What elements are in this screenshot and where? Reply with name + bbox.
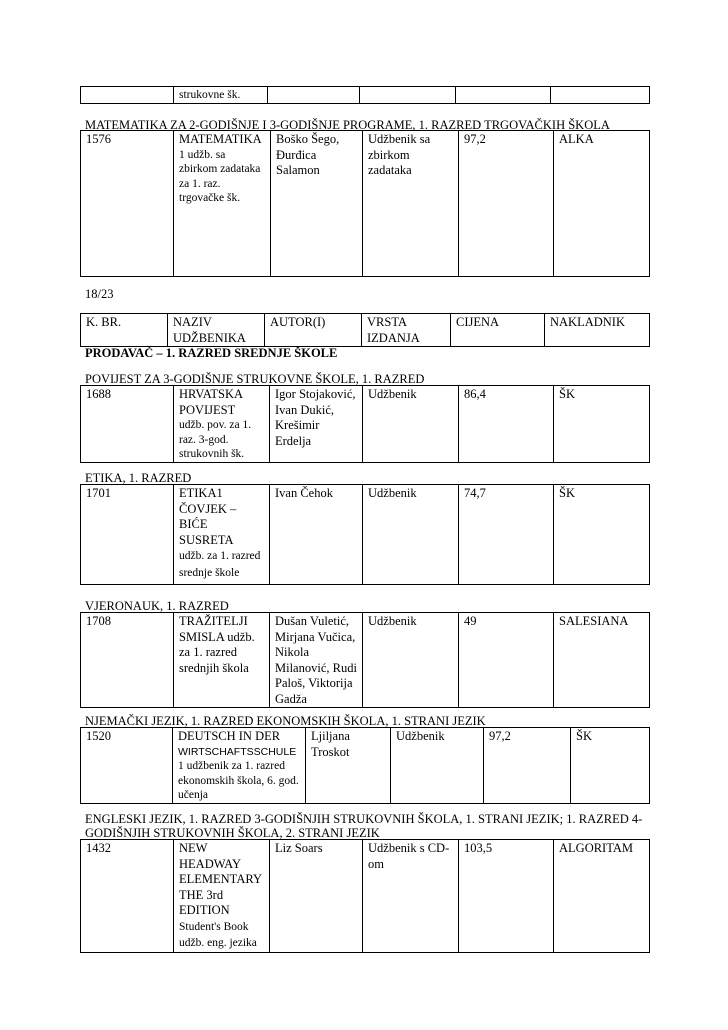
section-heading-povijest: POVIJEST ZA 3-GODIŠNJE STRUKOVNE ŠKOLE, 1. RAZRED — [85, 372, 425, 386]
table-cell-author: Igor Stojaković, Ivan Dukić, Krešimir Erdelja — [270, 386, 363, 463]
header-cell-title: NAZIV UDŽBENIKA — [168, 314, 265, 347]
section-heading-vjeronauk: VJERONAUK, 1. RAZRED — [85, 599, 229, 613]
table-cell-code: 1708 — [81, 613, 174, 708]
header-cell-price: CIJENA — [451, 314, 545, 347]
table-row — [81, 131, 650, 277]
table-header — [80, 313, 650, 347]
table-cell-type: Udžbenik — [363, 485, 459, 585]
table-cell-price: 97,2 — [459, 131, 554, 277]
section-heading-njemacki: NJEMAČKI JEZIK, 1. RAZRED EKONOMSKIH ŠKOLA, 1. STRANI JEZIK — [85, 714, 486, 728]
table-cell-author: Ljiljana Troskot — [306, 728, 391, 804]
table-matematika — [80, 130, 650, 277]
table-row — [81, 485, 650, 585]
table-row — [81, 840, 650, 953]
table-cell-type: Udžbenik s CD-om — [363, 840, 459, 953]
table-cell — [360, 87, 456, 104]
table-cell-publisher: ŠK — [554, 485, 650, 585]
table-cell-type: Udžbenik sa zbirkom zadataka — [363, 131, 459, 277]
table-row — [81, 314, 650, 347]
table-cell — [268, 87, 360, 104]
header-cell-type: VRSTA IZDANJA — [362, 314, 451, 347]
table-cell-type: Udžbenik — [363, 613, 459, 708]
header-cell-publisher: NAKLADNIK — [545, 314, 650, 347]
table-njemacki — [80, 727, 650, 804]
table-cell-code: 1576 — [81, 131, 174, 277]
table-cell-price: 74,7 — [459, 485, 554, 585]
table-povijest — [80, 385, 650, 463]
table-cell-price: 49 — [459, 613, 554, 708]
table-cell-price: 97,2 — [484, 728, 571, 804]
table-cell-publisher: SALESIANA — [554, 613, 650, 708]
table-cell-price: 103,5 — [459, 840, 554, 953]
section-heading-etika: ETIKA, 1. RAZRED — [85, 471, 192, 485]
table-cell-type: Udžbenik — [391, 728, 484, 804]
table-cell-title: MATEMATIKA 1 udžb. sa zbirkom zadataka za 1. raz. trgovačke šk. — [174, 131, 271, 277]
table-row — [81, 386, 650, 463]
table-cell-type: Udžbenik — [363, 386, 459, 463]
header-cell-code: K. BR. — [81, 314, 168, 347]
section-heading-matematika: MATEMATIKA ZA 2-GODIŠNJE I 3-GODIŠNJE PROGRAME, 1. RAZRED TRGOVAČKIH ŠKOLA — [85, 118, 610, 132]
table-cell-author: Liz Soars — [270, 840, 363, 953]
table-cell-publisher: ALKA — [554, 131, 650, 277]
table-cell — [456, 87, 551, 104]
table-cell — [81, 87, 174, 104]
section-heading-engleski: ENGLESKI JEZIK, 1. RAZRED 3-GODIŠNJIH STRUKOVNIH ŠKOLA, 1. STRANI JEZIK; 1. RAZRED 4-GODIŠNJIH STRUKOVNIH ŠKOLA, 2. STRANI JEZIK — [85, 812, 643, 840]
table-cell-publisher: ŠK — [571, 728, 650, 804]
table-etika — [80, 484, 650, 585]
table-cell-author: Dušan Vuletić, Mirjana Vučica, Nikola Milanović, Rudi Paloš, Viktorija Gadža — [270, 613, 363, 708]
table-cell-author: Ivan Čehok — [270, 485, 363, 585]
table-cell-title: DEUTSCH IN DER WIRTSCHAFTSSCHULE 1 udžbenik za 1. razred ekonomskih škola, 6. god. učenja — [173, 728, 306, 804]
table-cell-title: HRVATSKA POVIJEST udžb. pov. za 1. raz. 3-god. strukovnih šk. — [174, 386, 270, 463]
table-cell-author: Boško Šego, Đurđica Salamon — [271, 131, 363, 277]
table-cell-price: 86,4 — [459, 386, 554, 463]
table-cell-code: 1701 — [81, 485, 174, 585]
table-cell-title: ETIKA1 ČOVJEK – BIĆE SUSRETA udžb. za 1. razred srednje škole — [174, 485, 270, 585]
table-cell: strukovne šk. — [174, 87, 268, 104]
table-cell — [551, 87, 650, 104]
table-top-fragment — [80, 86, 650, 104]
table-cell-title: NEW HEADWAY ELEMENTARY THE 3rd EDITION Student's Book udžb. eng. jezika — [174, 840, 270, 953]
table-cell-code: 1688 — [81, 386, 174, 463]
table-cell-code: 1520 — [81, 728, 173, 804]
table-row — [81, 728, 650, 804]
table-cell-title: TRAŽITELJI SMISLA udžb. za 1. razred srednjih škola — [174, 613, 270, 708]
table-row — [81, 613, 650, 708]
header-cell-author: AUTOR(I) — [265, 314, 362, 347]
table-cell-publisher: ŠK — [554, 386, 650, 463]
table-vjeronauk — [80, 612, 650, 708]
page-number: 18/23 — [85, 287, 114, 301]
subsection-title: PRODAVAČ – 1. RAZRED SREDNJE ŠKOLE — [85, 346, 338, 360]
table-engleski — [80, 839, 650, 953]
table-row — [81, 87, 650, 104]
table-cell-code: 1432 — [81, 840, 174, 953]
table-cell-publisher: ALGORITAM — [554, 840, 650, 953]
